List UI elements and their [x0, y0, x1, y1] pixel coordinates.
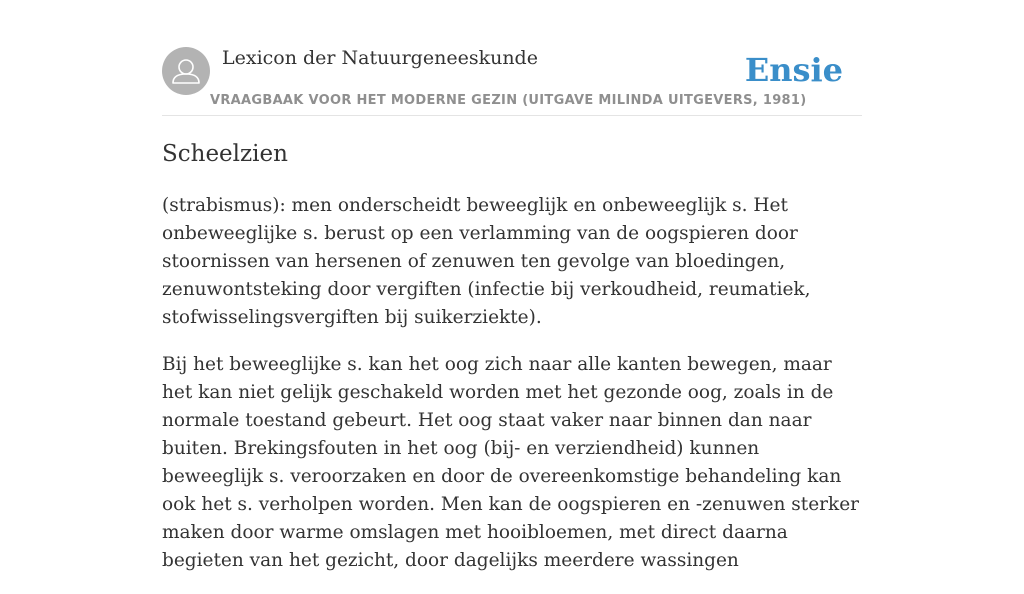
source-header [162, 0, 862, 116]
entry-body [162, 192, 862, 594]
source-title-link[interactable]: Lexicon der Natuurgeneeskunde [222, 47, 538, 69]
entry-paragraph: Bij het beweeglijke s. kan het oog zich naar alle kanten bewegen, maar het kan niet gelijk geschakeld worden met het gezonde oog, zoals in de normale toestand gebeurt. Het oog staat vaker naar binnen dan naar buiten. Brekingsfouten in het oog (bij- en verziendheid) kunnen beweeglijk s. veroorzaken en door de overeenkomstige behandeling kan ook het s. verholpen worden. Men kan de oogspieren en -zenuwen sterker maken door warme omslagen met hooibloemen, met direct daarna begieten van het gezicht, door dagelijks meerdere wassingen [162, 354, 860, 571]
user-silhouette-icon [162, 47, 210, 95]
ensie-logo[interactable]: Ensie [744, 51, 843, 89]
source-subtitle: VRAAGBAAK VOOR HET MODERNE GEZIN (UITGAVE MILINDA UITGEVERS, 1981) [210, 93, 807, 108]
page-container [162, 0, 862, 571]
entry-title: Scheelzien [162, 141, 288, 167]
source-avatar[interactable] [162, 47, 210, 95]
entry-paragraph: (strabismus): men onderscheidt beweeglijk en onbeweeglijk s. Het onbeweeglijke s. berust op een verlamming van de oogspieren door stoornissen van hersenen of zenuwen ten gevolge van bloedingen, zenuwontsteking door vergiften (infectie bij verkoudheid, reumatiek, stofwisselingsvergiften bij suikerziekte). [162, 195, 811, 328]
